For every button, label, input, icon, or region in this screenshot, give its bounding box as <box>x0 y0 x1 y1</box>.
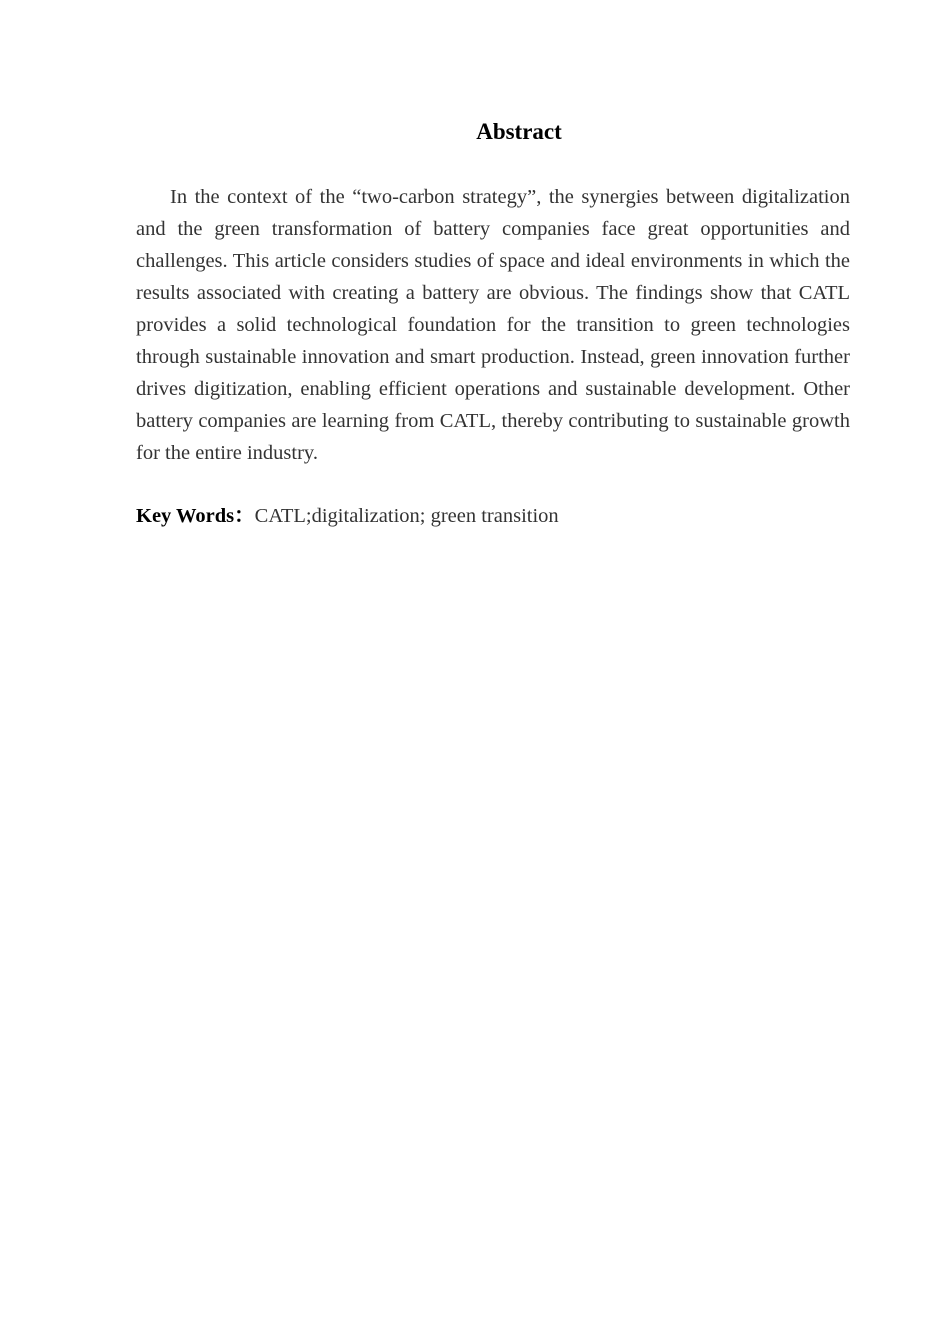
abstract-title: Abstract <box>476 119 562 144</box>
abstract-body: In the context of the “two-carbon strategy”, the synergies between digitalization and the green transformation of battery companies face great opportunities and challenges. This article considers studies of space and ideal environments in which the results associated with creating a battery are obvious. The findings show that CATL provides a solid technological foundation for the transition to green technologies through sustainable innovation and smart production. Instead, green innovation further drives digitization, enabling efficient operations and sustainable development. Other battery companies are learning from CATL, thereby contributing to sustainable growth for the entire industry. <box>136 186 850 464</box>
keywords-value: CATL;digitalization; green transition <box>254 505 559 527</box>
keywords-line <box>136 500 850 532</box>
keywords-label: Key Words： <box>136 505 255 527</box>
